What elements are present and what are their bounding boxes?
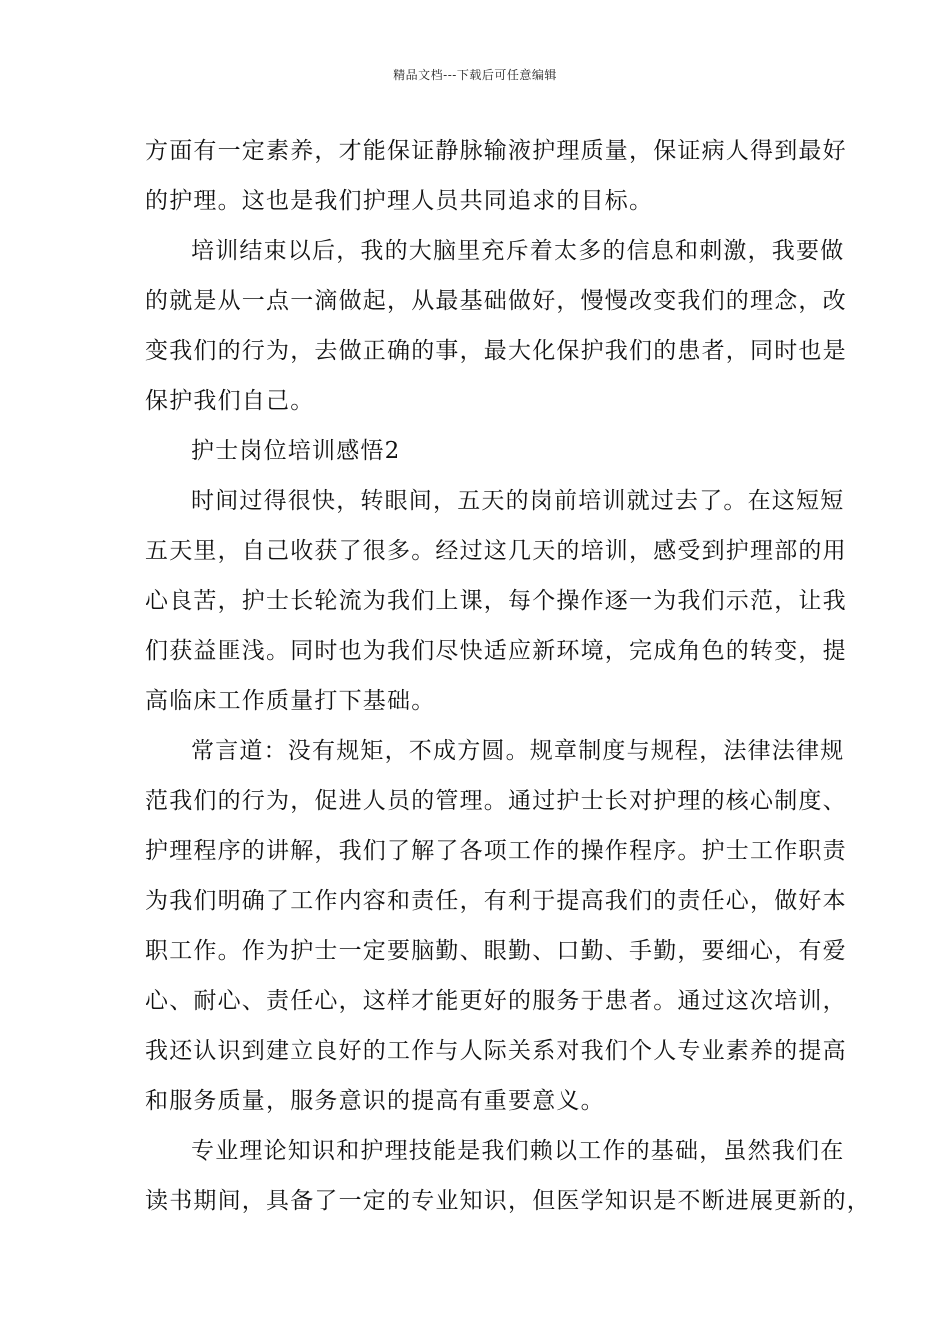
- text-line: 五天里，自己收获了很多。经过这几天的培训，感受到护理部的用: [145, 538, 847, 564]
- document-body: [145, 126, 871, 1226]
- text-line: 职工作。作为护士一定要脑勤、眼勤、口勤、手勤，要细心，有爱: [145, 938, 847, 964]
- section-heading: 护士岗位培训感悟2: [191, 438, 401, 464]
- text-line: 心、耐心、责任心，这样才能更好的服务于患者。通过这次培训，: [145, 988, 847, 1014]
- text-line: 们获益匪浅。同时也为我们尽快适应新环境，完成角色的转变，提: [145, 638, 847, 664]
- text-line: 和服务质量，服务意识的提高有重要意义。: [145, 1088, 605, 1114]
- text-line: 心良苦，护士长轮流为我们上课，每个操作逐一为我们示范，让我: [145, 588, 847, 614]
- text-line: 的就是从一点一滴做起，从最基础做好，慢慢改变我们的理念，改: [145, 288, 847, 314]
- paragraph-start-line: 培训结束以后，我的大脑里充斥着太多的信息和刺激，我要做: [191, 238, 845, 264]
- paragraph-start-line: 时间过得很快，转眼间，五天的岗前培训就过去了。在这短短: [191, 488, 845, 514]
- text-line: 变我们的行为，去做正确的事，最大化保护我们的患者，同时也是: [145, 338, 847, 364]
- text-line: 保护我们自己。: [145, 388, 315, 414]
- paragraph-start-line: 常言道：没有规矩，不成方圆。规章制度与规程，法律法律规: [191, 738, 845, 764]
- text-line: 范我们的行为，促进人员的管理。通过护士长对护理的核心制度、: [145, 788, 847, 814]
- text-line: 为我们明确了工作内容和责任，有利于提高我们的责任心，做好本: [145, 888, 847, 914]
- text-line: 方面有一定素养，才能保证静脉输液护理质量，保证病人得到最好: [145, 138, 847, 164]
- text-line: 读书期间，具备了一定的专业知识，但医学知识是不断进展更新的，: [145, 1188, 871, 1214]
- text-line: 高临床工作质量打下基础。: [145, 688, 436, 714]
- text-line: 我还认识到建立良好的工作与人际关系对我们个人专业素养的提高: [145, 1038, 847, 1064]
- page-header: 精品文档---下载后可任意编辑: [393, 68, 557, 82]
- text-line: 的护理。这也是我们护理人员共同追求的目标。: [145, 188, 654, 214]
- paragraph-start-line: 专业理论知识和护理技能是我们赖以工作的基础，虽然我们在: [191, 1138, 845, 1164]
- text-line: 护理程序的讲解，我们了解了各项工作的操作程序。护士工作职责: [145, 838, 847, 864]
